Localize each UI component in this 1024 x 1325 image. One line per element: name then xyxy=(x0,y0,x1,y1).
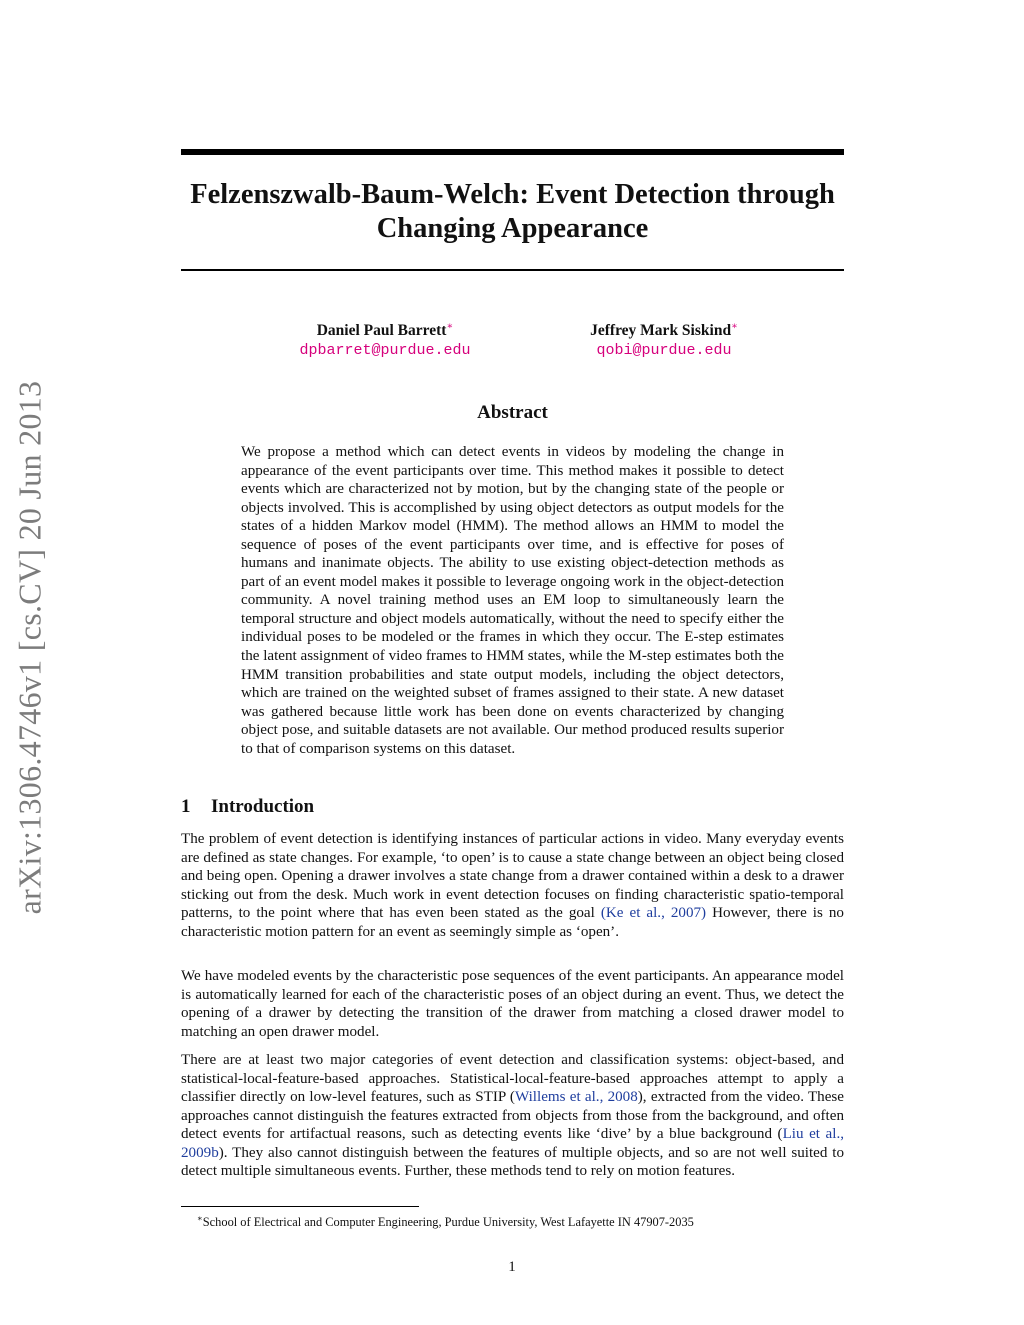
section-title: Introduction xyxy=(211,796,315,817)
footnote xyxy=(197,1210,844,1230)
author-block-1 xyxy=(255,318,515,362)
citation-link[interactable]: Liu et al., 2009b xyxy=(181,1126,844,1161)
section-heading xyxy=(181,796,314,818)
title-bottom-rule xyxy=(181,269,844,271)
footnote-text: School of Electrical and Computer Engineering, Purdue University, West Lafayette IN 47907-2035 xyxy=(202,1215,694,1230)
author-email[interactable]: qobi@purdue.edu xyxy=(596,342,732,360)
footnote-mark: ∗ xyxy=(197,1213,203,1223)
author-name: Daniel Paul Barrett xyxy=(316,322,447,340)
intro-paragraph-3: There are at least two major categories of event detection and classification systems: object-based, and statistical-local-feature-based approaches. Statistical-local-feature-based approaches attempt to apply a classifier directly on low-level features, such as STIP (Willems et al., 2008), extracted from the video. These approaches cannot distinguish the features extracted from objects from those from the background, and often detect events for artifactual reasons, such as detecting events like ‘dive’ by a blue background (Liu et al., 2009b). They also cannot distinguish between the features of multiple objects, and so are not well suited to detect multiple simultaneous events. Further, these methods tend to rely on motion features. xyxy=(181,1052,844,1180)
page-number: 1 xyxy=(508,1259,516,1275)
author-block-2 xyxy=(534,318,794,362)
author-email[interactable]: dpbarret@purdue.edu xyxy=(299,342,471,360)
footnote-rule xyxy=(181,1206,419,1207)
abstract-heading: Abstract xyxy=(477,402,548,423)
intro-paragraph-1: The problem of event detection is identifying instances of particular actions in video. Many everyday events are defined as state changes. For example, ‘to open’ is to cause a state change between an object being closed and being open. Opening a drawer involves a state change from a drawer contained within a desk to a drawer sticking out from the desk. Much work in event detection focuses on finding characteristic spatio-temporal patterns, to the point where that has even been stated as the goal (Ke et al., 2007) However, there is no characteristic motion pattern for an event as seemingly simple as ‘open’. xyxy=(181,831,844,940)
affiliation-mark: ∗ xyxy=(446,321,454,332)
paper-title: Felzenszwalb-Baum-Welch: Event Detection through Changing Appearance xyxy=(190,179,835,244)
author-name: Jeffrey Mark Siskind xyxy=(590,322,732,340)
title-top-rule xyxy=(181,149,844,155)
section-number: 1 xyxy=(181,796,191,817)
intro-paragraph-2: We have modeled events by the characteristic pose sequences of the event participants. An appearance model is automatically learned for each of the characteristic poses of an object during an event. Thus, we detect the opening of a drawer by detecting the transition of the drawer from matching a closed drawer model to matching an open drawer model. xyxy=(181,968,844,1040)
arxiv-id: arXiv:1306.4746v1 [cs.CV] 20 Jun 2013 xyxy=(11,380,48,915)
citation-link[interactable]: Willems et al., 2008 xyxy=(514,1089,638,1106)
affiliation-mark: ∗ xyxy=(731,321,738,332)
abstract-text: We propose a method which can detect events in videos by modeling the change in appearance of the event participants over time. This method makes it possible to detect events which are characterized not by motion, but by the changing state of the people or objects involved. This is accomplished by using object detectors as output models for the states of a hidden Markov model (HMM). The method allows an HMM to model the sequence of poses of the event participants over time, and is effective for poses of humans and inanimate objects. The ability to use existing object-detection methods as part of an event model makes it possible to leverage ongoing work in the object-detection community. A novel training method uses an EM loop to simultaneously learn the temporal structure and object models automatically, without the need to specify either the individual poses to be modeled or the frames in which they occur. The E-step estimates the latent assignment of video frames to HMM states, while the M-step estimates both the HMM transition probabilities and state output models, including the object detectors, which are trained on the weighted subset of frames assigned to their state. A new dataset was gathered because little work has been done on events characterized by changing object pose, and suitable datasets are not available. Our method produced results superior to that of comparison systems on this dataset. xyxy=(241,444,784,757)
arxiv-stamp xyxy=(6,365,54,930)
citation-link[interactable]: (Ke et al., 2007) xyxy=(600,905,707,922)
